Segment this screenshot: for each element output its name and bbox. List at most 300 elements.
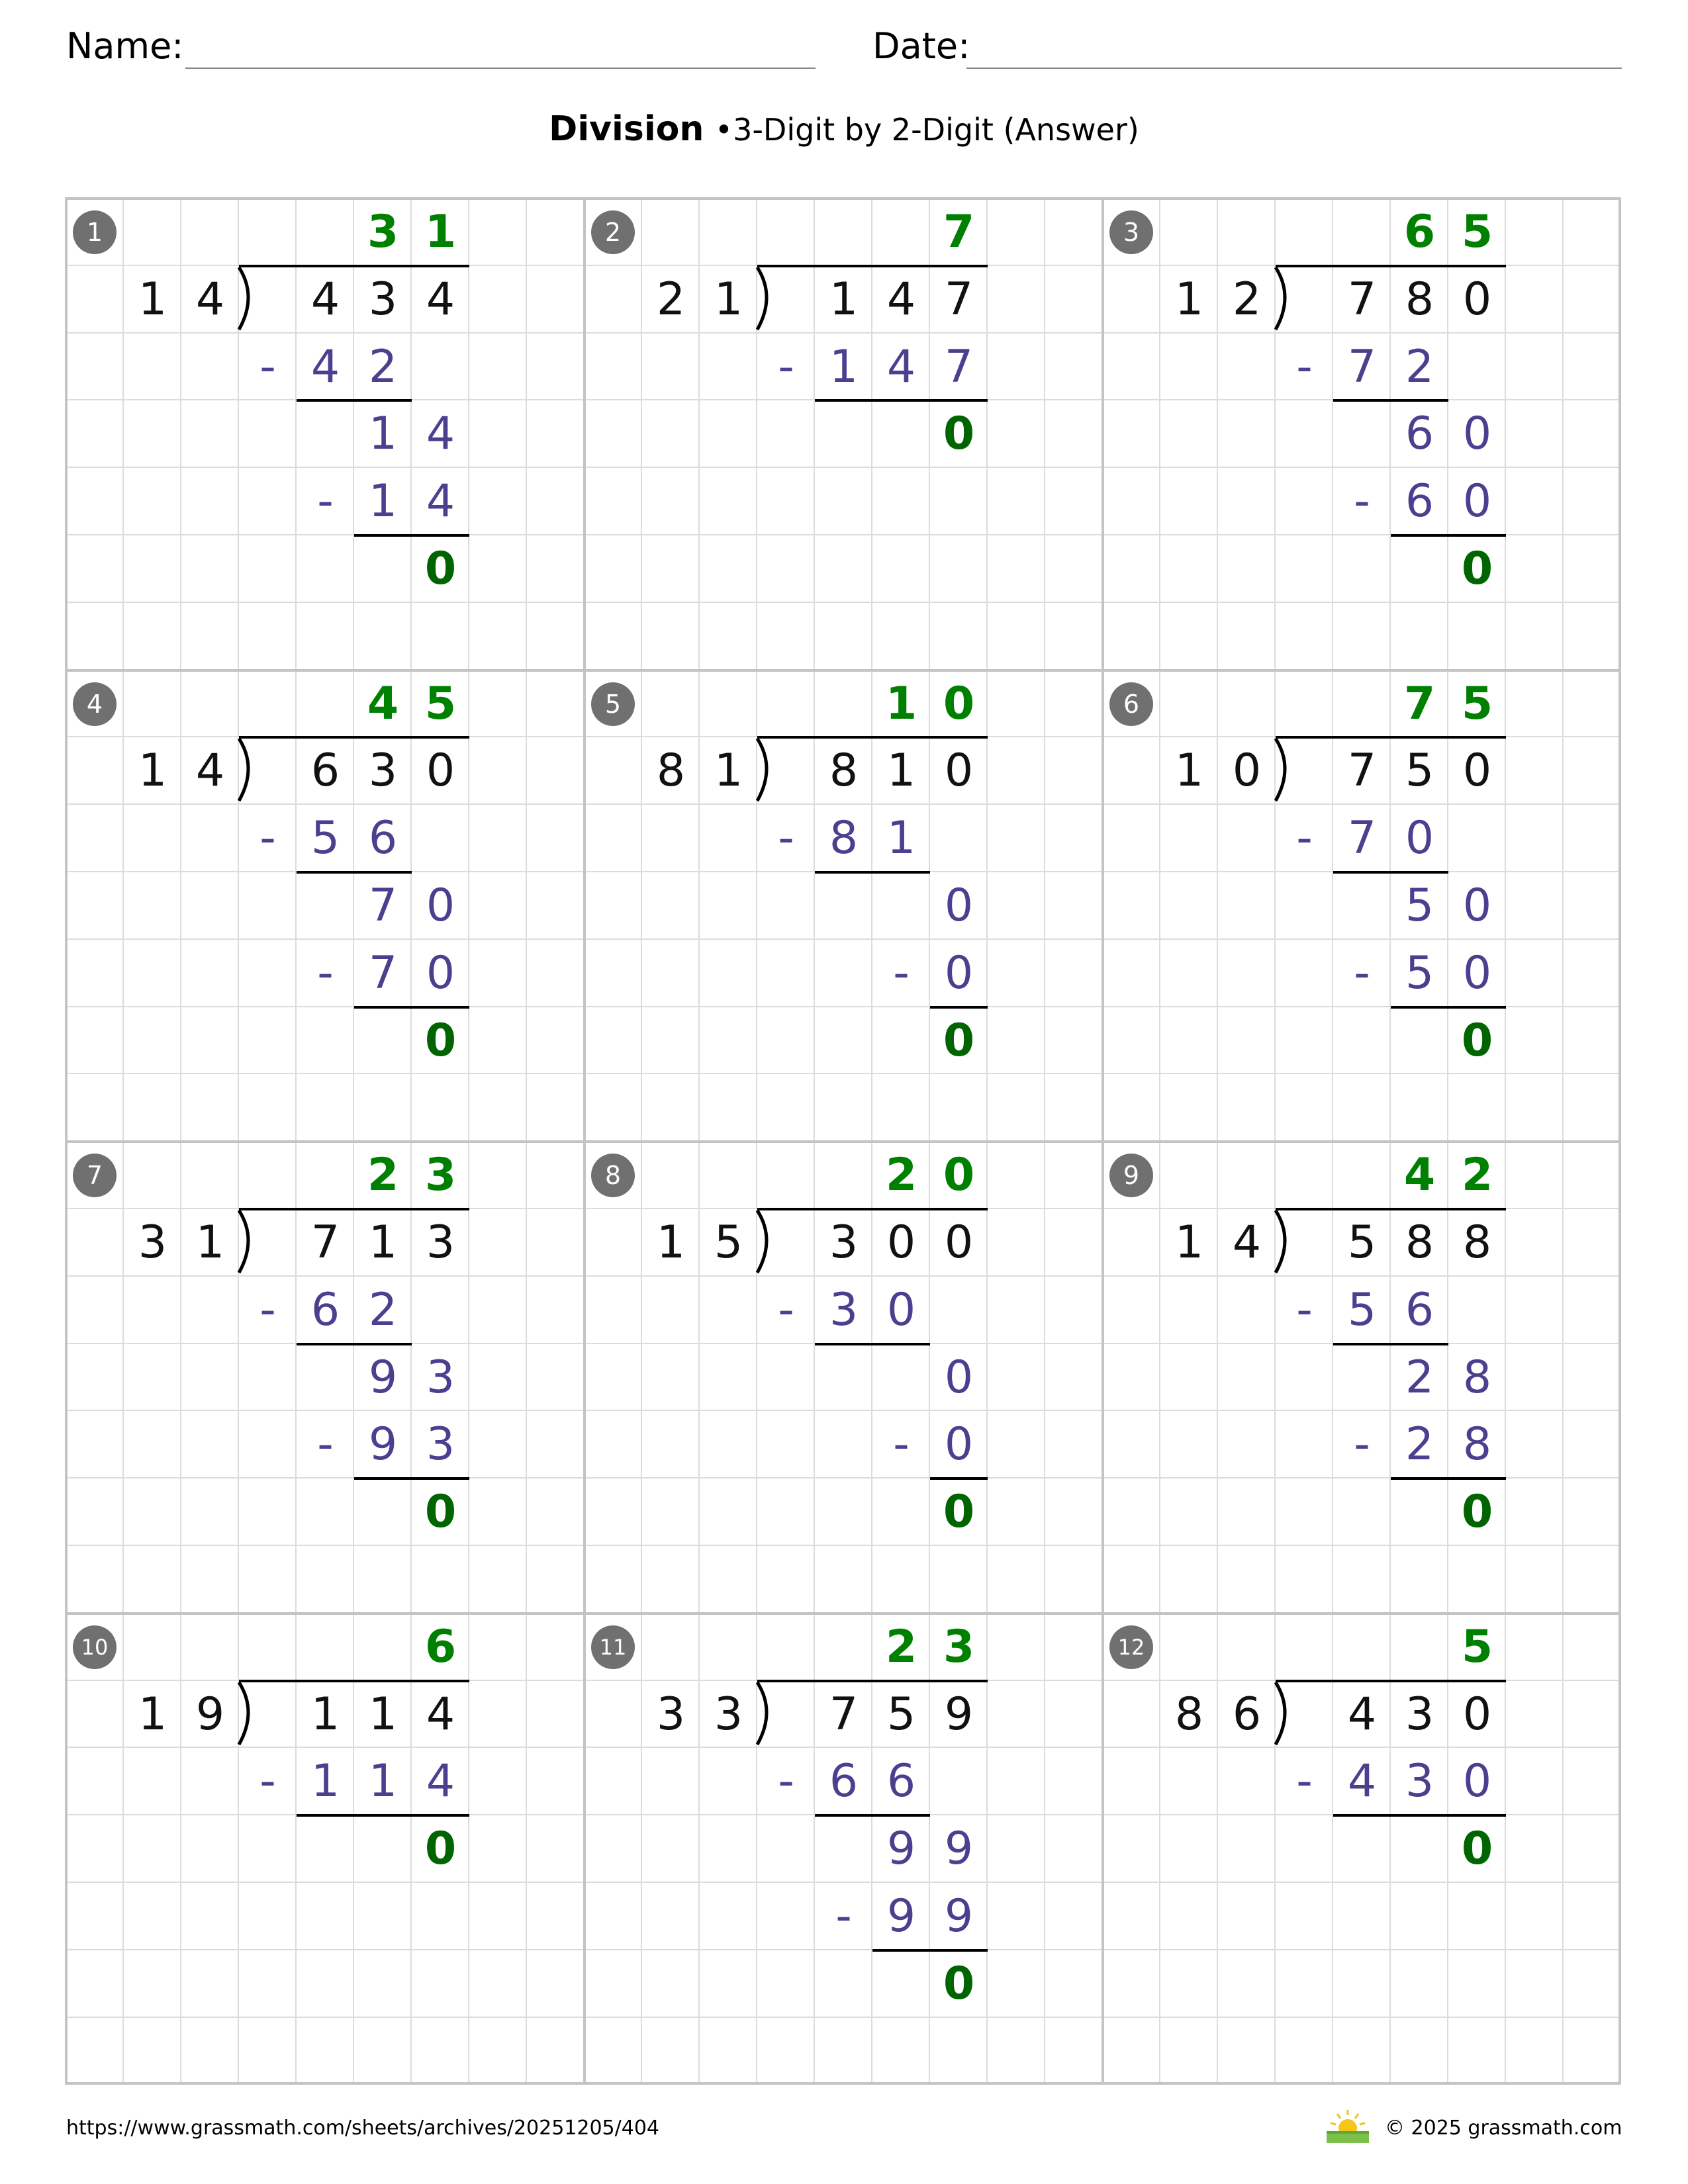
grid-cell	[1506, 400, 1564, 468]
remainder-digit: 0	[943, 1486, 975, 1539]
grid-cell	[181, 1074, 239, 1142]
dividend-digit: 3	[829, 1216, 859, 1269]
grid-cell	[297, 400, 354, 468]
grid-cell	[527, 1142, 585, 1209]
grid-cell	[1218, 468, 1276, 535]
grid-cell	[1564, 737, 1621, 805]
subtract-digit: 8	[1462, 1418, 1492, 1471]
grid-cell	[181, 1277, 239, 1344]
grid-cell	[527, 1681, 585, 1749]
divisor-digit: 5	[714, 1216, 743, 1269]
minus-sign: -	[778, 812, 794, 865]
footer-url[interactable]: https://www.grassmath.com/sheets/archives/20251205/404	[66, 2116, 660, 2140]
minus-sign: -	[1354, 1418, 1370, 1471]
grid-cell	[1333, 2018, 1391, 2085]
grid-cell	[1160, 1479, 1218, 1546]
grid-cell	[1045, 1614, 1103, 1681]
grid-cell	[585, 1815, 642, 1883]
grid-cell	[1160, 1344, 1218, 1412]
grid-cell	[412, 1546, 469, 1614]
grid-cell	[1160, 603, 1218, 670]
grid-cell	[585, 1748, 642, 1815]
grid-cell	[124, 940, 181, 1007]
grid-cell	[297, 535, 354, 603]
grid-cell	[469, 1411, 527, 1479]
quotient-digit: 0	[943, 677, 975, 730]
division-bracket	[235, 737, 261, 803]
grid-cell	[1103, 1950, 1160, 2018]
section-divider	[66, 1140, 1621, 1143]
grid-cell	[872, 872, 930, 940]
grid-cell	[297, 1614, 354, 1681]
grid-cell	[527, 1277, 585, 1344]
division-bracket	[235, 266, 261, 332]
partial-digit: 5	[1405, 880, 1434, 932]
division-bracket	[235, 1209, 261, 1275]
grid-cell	[585, 1546, 642, 1614]
grid-cell	[872, 199, 930, 266]
partial-digit: 0	[1462, 880, 1492, 932]
remainder-digit: 0	[1461, 543, 1493, 595]
grid-cell	[815, 199, 872, 266]
grid-cell	[354, 1815, 412, 1883]
grid-cell	[1564, 805, 1621, 872]
grid-cell	[1506, 2018, 1564, 2085]
grid-cell	[124, 1883, 181, 1950]
grid-cell	[872, 1007, 930, 1075]
grid-cell	[815, 1411, 872, 1479]
grid-cell	[815, 940, 872, 1007]
grid-cell	[1448, 1074, 1506, 1142]
grid-cell	[757, 603, 815, 670]
grid-cell	[1218, 1142, 1276, 1209]
subtract-digit: 4	[886, 340, 916, 393]
grid-cell	[66, 805, 124, 872]
grid-cell	[1276, 1815, 1333, 1883]
grid-cell	[469, 1074, 527, 1142]
grid-cell	[700, 1614, 757, 1681]
grid-cell	[642, 199, 700, 266]
grid-cell	[469, 1614, 527, 1681]
grid-cell	[1103, 1411, 1160, 1479]
grid-cell	[1160, 334, 1218, 401]
grid-cell	[988, 805, 1045, 872]
grid-cell	[66, 1277, 124, 1344]
grid-cell	[1103, 468, 1160, 535]
grid-cell	[1564, 1209, 1621, 1277]
subtract-digit: 3	[829, 1283, 859, 1336]
grid-cell	[469, 199, 527, 266]
grid-cell	[988, 1614, 1045, 1681]
grid-cell	[930, 2018, 988, 2085]
grid-cell	[1448, 805, 1506, 872]
grid-cell	[527, 1007, 585, 1075]
dividend-digit: 0	[944, 1216, 974, 1269]
problem-number-badge: 7	[73, 1154, 117, 1197]
grid-cell	[700, 535, 757, 603]
grid-cell	[181, 1546, 239, 1614]
grid-cell	[1506, 1614, 1564, 1681]
quotient-digit: 2	[885, 1149, 917, 1202]
grid-cell	[1333, 1344, 1391, 1412]
grid-cell	[1160, 199, 1218, 266]
subtract-digit: 4	[310, 340, 340, 393]
division-bracket	[1272, 1681, 1298, 1747]
grid-cell	[124, 1007, 181, 1075]
grid-cell	[872, 1950, 930, 2018]
grid-cell	[1045, 940, 1103, 1007]
grid-cell	[297, 1479, 354, 1546]
grid-cell	[1391, 1074, 1448, 1142]
grid-cell	[527, 1209, 585, 1277]
grid-cell	[297, 1007, 354, 1075]
grid-cell	[412, 1950, 469, 2018]
grid-cell	[66, 1074, 124, 1142]
grid-cell	[1045, 1007, 1103, 1075]
grid-cell	[1276, 1142, 1333, 1209]
grid-cell	[181, 334, 239, 401]
grid-cell	[1218, 1007, 1276, 1075]
grid-cell	[930, 535, 988, 603]
grid-cell	[988, 1411, 1045, 1479]
grid-cell	[66, 2018, 124, 2085]
grid-cell	[469, 1479, 527, 1546]
minus-sign: -	[1296, 812, 1313, 865]
grid-cell	[1103, 1007, 1160, 1075]
subtract-digit: 6	[1405, 475, 1434, 528]
grid-cell	[297, 1344, 354, 1412]
grid-cell	[700, 1950, 757, 2018]
subtract-digit: 3	[426, 1418, 455, 1471]
subtract-digit: 1	[368, 1755, 398, 1808]
grid-cell	[642, 1344, 700, 1412]
grid-cell	[297, 1950, 354, 2018]
grid-cell	[988, 334, 1045, 401]
problem-number-badge: 1	[73, 210, 117, 254]
grid-cell	[1276, 468, 1333, 535]
grid-cell	[642, 1883, 700, 1950]
grid-cell	[1218, 1479, 1276, 1546]
grid-cell	[1506, 1546, 1564, 1614]
minus-sign: -	[317, 475, 334, 528]
grid-cell	[988, 1142, 1045, 1209]
grid-cell	[988, 400, 1045, 468]
subtraction-line	[815, 871, 930, 874]
grid-cell	[469, 1142, 527, 1209]
grid-cell	[1103, 1277, 1160, 1344]
grid-cell	[181, 1344, 239, 1412]
partial-digit: 3	[426, 1351, 455, 1404]
grid-cell	[124, 1479, 181, 1546]
quotient-digit: 1	[885, 677, 917, 730]
grid-cell	[1564, 468, 1621, 535]
grid-cell	[1564, 940, 1621, 1007]
grid-cell	[1276, 199, 1333, 266]
dividend-digit: 6	[310, 745, 340, 797]
grid-cell	[930, 603, 988, 670]
grid-cell	[239, 199, 297, 266]
grid-cell	[1333, 1546, 1391, 1614]
grid-cell	[1218, 1883, 1276, 1950]
grid-cell	[1160, 1074, 1218, 1142]
grid-cell	[585, 940, 642, 1007]
quotient-digit: 4	[1403, 1149, 1436, 1202]
grid-cell	[1160, 805, 1218, 872]
grid-cell	[527, 1883, 585, 1950]
grid-cell	[1506, 737, 1564, 805]
grid-cell	[1160, 1411, 1218, 1479]
grid-cell	[1103, 603, 1160, 670]
grid-cell	[1564, 1479, 1621, 1546]
grid-cell	[1276, 1074, 1333, 1142]
grid-cell	[642, 1614, 700, 1681]
grid-cell	[469, 1883, 527, 1950]
grid-cell	[1218, 1546, 1276, 1614]
subtract-digit: 9	[886, 1890, 916, 1942]
grid-cell	[1506, 535, 1564, 603]
grid-cell	[124, 468, 181, 535]
grid-cell	[1391, 1546, 1448, 1614]
grid-cell	[1045, 1344, 1103, 1412]
quotient-digit: 1	[424, 206, 457, 258]
grid-cell	[1564, 1546, 1621, 1614]
grid-cell	[469, 805, 527, 872]
grid-cell	[988, 1344, 1045, 1412]
grid-cell	[1103, 872, 1160, 940]
grid-cell	[1564, 1142, 1621, 1209]
divisor-digit: 1	[138, 745, 167, 797]
minus-sign: -	[1354, 946, 1370, 999]
grid-cell	[1160, 535, 1218, 603]
grid-cell	[181, 872, 239, 940]
grid-cell	[354, 1546, 412, 1614]
grid-cell	[354, 1950, 412, 2018]
minus-sign: -	[893, 1418, 910, 1471]
problem-number-badge: 5	[591, 682, 635, 726]
problem-number-badge: 4	[73, 682, 117, 726]
grid-cell	[930, 468, 988, 535]
grid-cell	[1333, 670, 1391, 738]
grid-cell	[585, 1344, 642, 1412]
grid-cell	[1391, 1883, 1448, 1950]
grid-cell	[239, 1344, 297, 1412]
grid-cell	[181, 2018, 239, 2085]
quotient-digit: 6	[424, 1620, 457, 1673]
quotient-digit: 5	[424, 677, 457, 730]
quotient-digit: 5	[1461, 677, 1493, 730]
grid-cell	[700, 1479, 757, 1546]
grid-cell	[642, 1074, 700, 1142]
grid-cell	[124, 1950, 181, 2018]
grid-cell	[1045, 1950, 1103, 2018]
grid-cell	[1564, 1883, 1621, 1950]
grid-cell	[1333, 1883, 1391, 1950]
grid-cell	[297, 872, 354, 940]
grid-cell	[239, 400, 297, 468]
dividend-digit: 5	[1405, 745, 1434, 797]
grid-cell	[1506, 1344, 1564, 1412]
grid-cell	[1218, 1748, 1276, 1815]
grid-cell	[1448, 603, 1506, 670]
grid-cell	[1218, 872, 1276, 940]
division-bracket	[753, 737, 780, 803]
division-bracket	[753, 266, 780, 332]
subtract-digit: 1	[368, 475, 398, 528]
partial-digit: 6	[1405, 408, 1434, 461]
grid-cell	[1103, 940, 1160, 1007]
grid-cell	[469, 400, 527, 468]
grid-cell	[1391, 1950, 1448, 2018]
grid-cell	[297, 603, 354, 670]
grid-cell	[1564, 1950, 1621, 2018]
subtract-digit: 0	[1462, 1755, 1492, 1808]
grid-cell	[239, 1546, 297, 1614]
grid-cell	[1160, 1748, 1218, 1815]
division-bracket	[1272, 737, 1298, 803]
grid-cell	[1506, 334, 1564, 401]
grid-cell	[1333, 1007, 1391, 1075]
grid-cell	[642, 1411, 700, 1479]
grid-cell	[1103, 737, 1160, 805]
grid-cell	[354, 2018, 412, 2085]
dividend-digit: 1	[310, 1688, 340, 1741]
grid-cell	[527, 199, 585, 266]
grid-cell	[1045, 2018, 1103, 2085]
grid-cell	[469, 334, 527, 401]
grid-cell	[757, 1142, 815, 1209]
grid-cell	[239, 940, 297, 1007]
grid-cell	[1276, 1614, 1333, 1681]
grid-cell	[1160, 2018, 1218, 2085]
grid-cell	[1103, 1815, 1160, 1883]
grid-cell	[757, 199, 815, 266]
grid-cell	[757, 400, 815, 468]
grid-cell	[757, 1074, 815, 1142]
subtract-digit: 6	[368, 812, 398, 865]
minus-sign: -	[1296, 1283, 1313, 1336]
grid-cell	[527, 334, 585, 401]
grid-cell	[1506, 468, 1564, 535]
minus-sign: -	[1354, 475, 1370, 528]
grid-cell	[181, 940, 239, 1007]
subtract-digit: 6	[310, 1283, 340, 1336]
grid-cell	[469, 670, 527, 738]
grid-cell	[354, 535, 412, 603]
dividend-digit: 4	[310, 273, 340, 326]
grid-cell	[1276, 1479, 1333, 1546]
grid-cell	[124, 1277, 181, 1344]
grid-cell	[124, 1344, 181, 1412]
grid-cell	[1391, 603, 1448, 670]
divisor-digit: 2	[1232, 273, 1262, 326]
partial-digit: 0	[944, 880, 974, 932]
grid-cell	[585, 1681, 642, 1749]
grid-cell	[527, 1950, 585, 2018]
grid-cell	[1218, 1411, 1276, 1479]
grid-cell	[872, 1546, 930, 1614]
grid-cell	[1103, 1209, 1160, 1277]
grid-cell	[181, 1815, 239, 1883]
divisor-digit: 6	[1232, 1688, 1262, 1741]
divisor-digit: 1	[1174, 1216, 1204, 1269]
subtract-digit: 5	[310, 812, 340, 865]
grid-cell	[1564, 1411, 1621, 1479]
grid-cell	[988, 1748, 1045, 1815]
grid-cell	[642, 468, 700, 535]
grid-cell	[1103, 1748, 1160, 1815]
grid-cell	[757, 670, 815, 738]
grid-cell	[239, 1614, 297, 1681]
grid-cell	[1160, 1546, 1218, 1614]
remainder-digit: 0	[424, 543, 457, 595]
grid-cell	[700, 334, 757, 401]
dividend-digit: 4	[886, 273, 916, 326]
grid-cell	[988, 603, 1045, 670]
grid-cell	[297, 1883, 354, 1950]
grid-cell	[700, 603, 757, 670]
grid-cell	[124, 805, 181, 872]
grid-cell	[988, 1074, 1045, 1142]
grid-cell	[700, 1546, 757, 1614]
grid-cell	[412, 334, 469, 401]
grid-cell	[1160, 1883, 1218, 1950]
subtract-digit: 6	[1405, 1283, 1434, 1336]
grid-cell	[700, 1411, 757, 1479]
grid-cell	[815, 670, 872, 738]
grid-cell	[642, 805, 700, 872]
grid-cell	[700, 400, 757, 468]
grid-cell	[815, 1950, 872, 2018]
dividend-digit: 8	[1462, 1216, 1492, 1269]
grid-cell	[1564, 1344, 1621, 1412]
grid-cell	[1564, 1277, 1621, 1344]
grid-cell	[700, 1883, 757, 1950]
grid-cell	[815, 1614, 872, 1681]
partial-digit: 9	[886, 1823, 916, 1876]
grid-cell	[1218, 2018, 1276, 2085]
grid-cell	[1391, 535, 1448, 603]
grid-cell	[124, 400, 181, 468]
grid-cell	[354, 603, 412, 670]
grid-cell	[988, 468, 1045, 535]
dividend-digit: 7	[829, 1688, 859, 1741]
grid-cell	[757, 1479, 815, 1546]
grid-cell	[527, 1411, 585, 1479]
grid-cell	[872, 535, 930, 603]
grid-cell	[1391, 1815, 1448, 1883]
grid-cell	[872, 2018, 930, 2085]
grid-cell	[1333, 1614, 1391, 1681]
grid-cell	[1276, 940, 1333, 1007]
minus-sign: -	[317, 1418, 334, 1471]
grid-cell	[181, 1748, 239, 1815]
grid-cell	[700, 1142, 757, 1209]
minus-sign: -	[778, 1755, 794, 1808]
grid-cell	[239, 535, 297, 603]
grid-cell	[527, 670, 585, 738]
subtract-digit: 9	[368, 1418, 398, 1471]
grid-cell	[700, 2018, 757, 2085]
grid-cell	[297, 1546, 354, 1614]
grid-cell	[1333, 400, 1391, 468]
divisor-digit: 1	[1174, 745, 1204, 797]
grid-cell	[527, 603, 585, 670]
grid-cell	[930, 1277, 988, 1344]
title-subtitle: 3-Digit by 2-Digit (Answer)	[733, 112, 1139, 148]
grid-cell	[1276, 872, 1333, 940]
grid-cell	[700, 1007, 757, 1075]
divisor-digit: 2	[656, 273, 686, 326]
